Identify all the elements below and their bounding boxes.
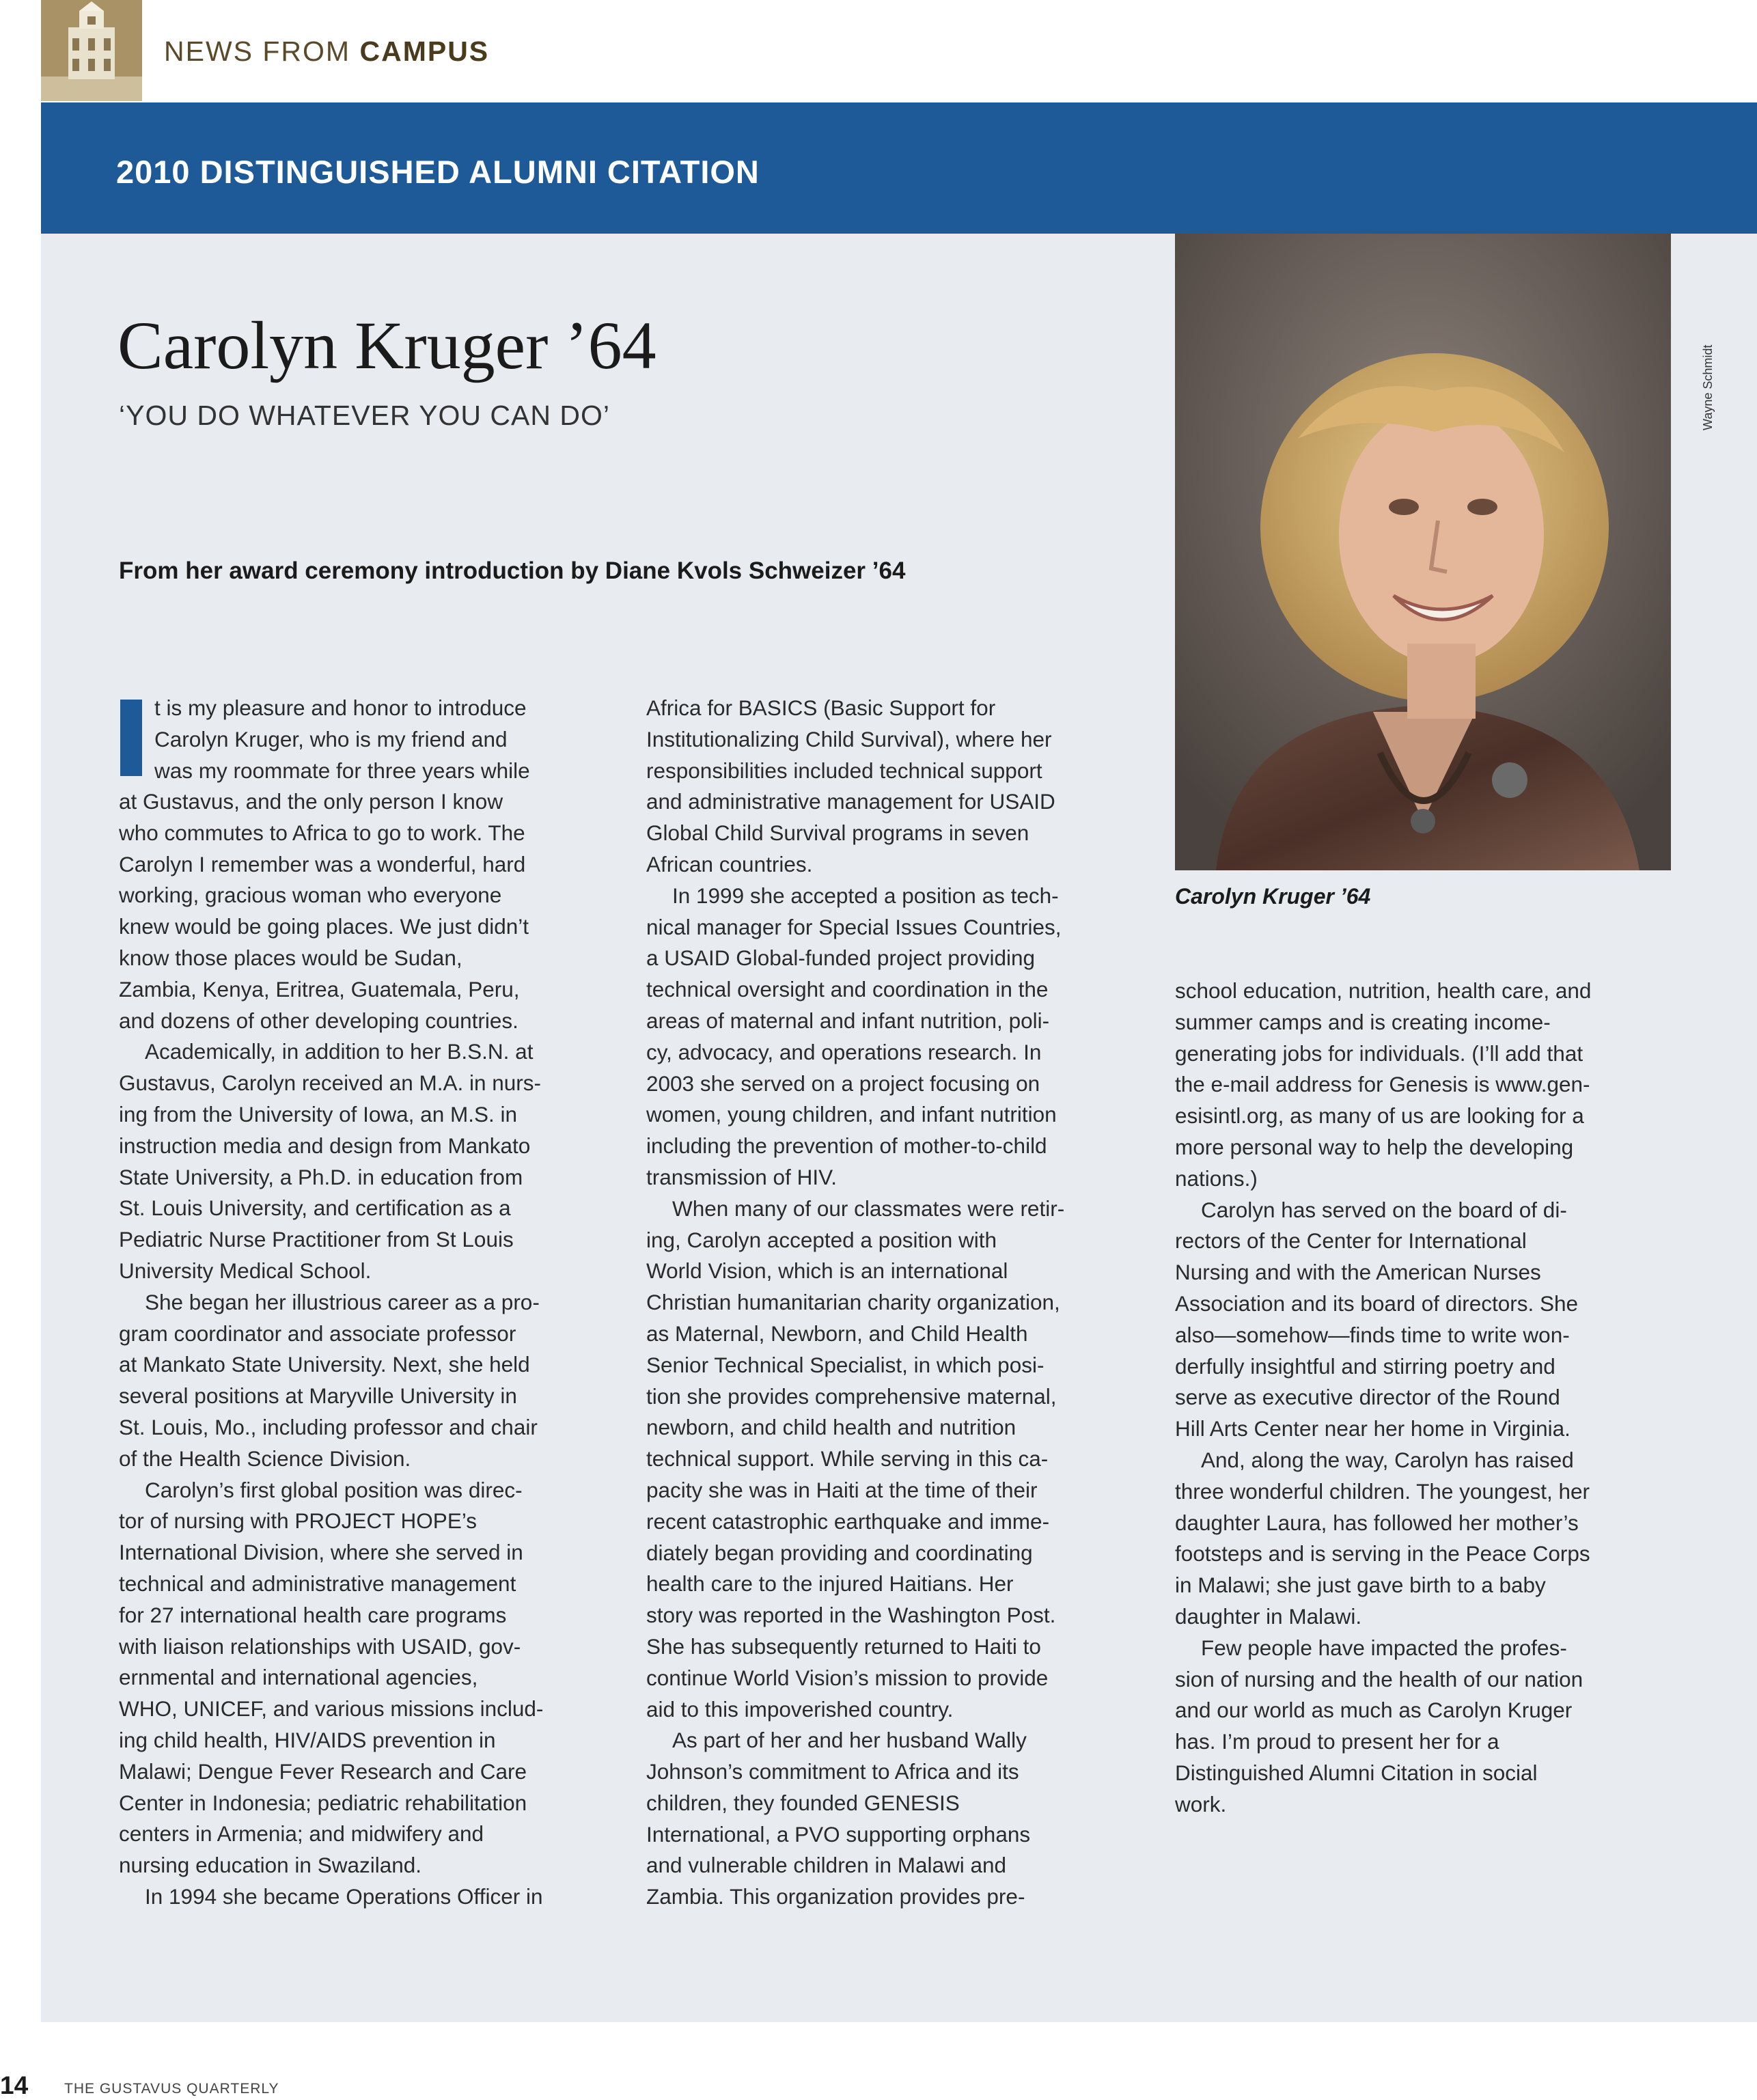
text-line: Academically, in addition to her B.S.N. at (145, 1039, 534, 1064)
text-line: know those places would be Sudan, (119, 945, 462, 970)
text-line: including the prevention of mother-to-child (646, 1133, 1047, 1159)
text-line: technical oversight and coordination in the (646, 977, 1049, 1002)
text-line: esisintl.org, as many of us are looking for a (1175, 1103, 1584, 1129)
text-line: a USAID Global-funded project providing (646, 945, 1036, 971)
text-line: St. Louis University, and certification as a (119, 1196, 511, 1221)
text-line: ernmental and international agencies, (119, 1665, 478, 1690)
photo-credit (1682, 321, 1715, 430)
text-line: Hill Arts Center near her home in Virginia. (1175, 1416, 1571, 1441)
text-line: three wonderful children. The youngest, her (1175, 1478, 1590, 1504)
text-line: Malawi; Dengue Fever Research and Care (119, 1758, 527, 1784)
text-line: nursing education in Swaziland. (119, 1853, 422, 1878)
text-line: and our world as much as Carolyn Kruger (1175, 1698, 1573, 1723)
banner-title: 2010 DISTINGUISHED ALUMNI CITATION (116, 154, 760, 190)
text-line: at Mankato State University. Next, she held (119, 1352, 530, 1377)
text-line: ing child health, HIV/AIDS prevention in (119, 1727, 496, 1752)
photo-credit-text: Wayne Schmidt (1701, 344, 1715, 430)
text-line: has. I’m proud to present her for a (1175, 1729, 1499, 1754)
text-line: rectors of the Center for International (1175, 1228, 1527, 1254)
text-line: Distinguished Alumni Citation in social (1175, 1760, 1538, 1785)
text-line: Zambia, Kenya, Eritrea, Guatemala, Peru, (119, 976, 520, 1001)
text-line: responsibilities included technical support (646, 758, 1042, 783)
text-line: and dozens of other developing countries. (119, 1008, 518, 1033)
text-line: University Medical School. (119, 1258, 372, 1283)
text-line: St. Louis, Mo., including professor and chair (119, 1414, 538, 1439)
text-line: newborn, and child health and nutrition (646, 1415, 1016, 1440)
text-line: nations.) (1175, 1165, 1258, 1191)
text-line: school education, nutrition, health care, and (1175, 978, 1592, 1003)
text-line: International, a PVO supporting orphans (646, 1821, 1031, 1847)
text-line: Johnson’s commitment to Africa and its (646, 1759, 1019, 1784)
column-3 (1175, 976, 1667, 1821)
text-line: recent catastrophic earthquake and imme- (646, 1508, 1050, 1534)
text-line: Association and its board of directors. She (1175, 1290, 1579, 1316)
text-line: areas of maternal and infant nutrition, poli- (646, 1008, 1050, 1033)
building-icon (41, 0, 142, 101)
text-line: Carolyn’s first global position was direc- (145, 1477, 523, 1502)
text-line: and vulnerable children in Malawi and (646, 1853, 1007, 1878)
text-line: technical support. While serving in this ca- (646, 1446, 1049, 1472)
text-line: who commutes to Africa to go to work. The (119, 820, 525, 845)
text-line: Center in Indonesia; pediatric rehabilitation (119, 1790, 527, 1815)
text-line: Carolyn I remember was a wonderful, hard (119, 851, 526, 876)
text-line: Senior Technical Specialist, in which posi- (646, 1352, 1044, 1377)
lead-line: was my roommate for three years while (154, 758, 530, 783)
text-line: State University, a Ph.D. in education from (119, 1164, 523, 1189)
text-line: Nursing and with the American Nurses (1175, 1260, 1541, 1285)
text-line: Christian humanitarian charity organization, (646, 1290, 1060, 1315)
text-line: the e-mail address for Genesis is www.gen- (1175, 1072, 1590, 1097)
text-line: In 1994 she became Operations Officer in (145, 1883, 543, 1909)
text-line: of the Health Science Division. (119, 1446, 411, 1471)
text-line: nical manager for Special Issues Countries, (646, 914, 1062, 939)
text-line: Gustavus, Carolyn received an M.A. in nurs- (119, 1070, 542, 1096)
text-line: knew would be going places. We just didn’t (119, 914, 529, 939)
column-1 (119, 786, 611, 1913)
column-1-lead (154, 693, 605, 786)
text-line: centers in Armenia; and midwifery and (119, 1821, 484, 1847)
text-line: transmission of HIV. (646, 1164, 837, 1189)
text-line: ing from the University of Iowa, an M.S. in (119, 1101, 517, 1127)
text-line: 2003 she served on a project focusing on (646, 1070, 1040, 1096)
drop-cap (120, 700, 142, 776)
text-line: work. (1175, 1791, 1227, 1816)
page-number: 14 (0, 2071, 29, 2099)
article-title: Carolyn Kruger ’64 (117, 307, 656, 383)
text-line: working, gracious woman who everyone (119, 883, 502, 908)
text-line: ing, Carolyn accepted a position with (646, 1227, 997, 1252)
text-line: also—somehow—finds time to write won- (1175, 1322, 1570, 1347)
text-line: And, along the way, Carolyn has raised (1201, 1447, 1574, 1472)
text-line: continue World Vision’s mission to provide (646, 1665, 1049, 1690)
text-line: Global Child Survival programs in seven (646, 820, 1029, 846)
text-line: World Vision, which is an international (646, 1258, 1008, 1284)
text-line: Carolyn has served on the board of di- (1201, 1197, 1567, 1222)
portrait-illustration (1175, 234, 1671, 870)
text-line: tor of nursing with PROJECT HOPE’s (119, 1508, 478, 1534)
text-line: children, they founded GENESIS (646, 1790, 960, 1815)
photo-caption: Carolyn Kruger ’64 (1175, 884, 1371, 909)
lead-line: Carolyn Kruger, who is my friend and (154, 726, 508, 751)
article-subtitle: ‘YOU DO WHATEVER YOU CAN DO’ (119, 400, 610, 431)
kicker-light: NEWS FROM (164, 36, 360, 67)
text-line: Africa for BASICS (Basic Support for (646, 695, 996, 720)
text-line: aid to this impoverished country. (646, 1696, 954, 1722)
text-line: cy, advocacy, and operations research. In (646, 1039, 1042, 1064)
portrait-photo (1175, 234, 1671, 870)
publication-name: THE GUSTAVUS QUARTERLY (64, 2081, 279, 2097)
text-line: Zambia. This organization provides pre- (646, 1884, 1025, 1909)
text-line: She has subsequently returned to Haiti to (646, 1633, 1041, 1659)
article-intro: From her award ceremony introduction by Diane Kvols Schweizer ’64 (119, 557, 906, 584)
campus-building-logo (41, 0, 142, 101)
text-line: African countries. (646, 851, 813, 876)
text-line: serve as executive director of the Round (1175, 1385, 1560, 1410)
text-line: health care to the injured Haitians. Her (646, 1571, 1014, 1597)
text-line: As part of her and her husband Wally (672, 1728, 1027, 1753)
text-line: International Division, where she served in (119, 1540, 523, 1565)
text-line: several positions at Maryville University in (119, 1383, 517, 1409)
text-line: story was reported in the Washington Post. (646, 1603, 1056, 1628)
text-line: diately began providing and coordinating (646, 1540, 1033, 1565)
text-line: Pediatric Nurse Practitioner from St Louis (119, 1227, 514, 1252)
text-line: WHO, UNICEF, and various missions includ- (119, 1696, 544, 1722)
text-line: summer camps and is creating income- (1175, 1009, 1551, 1034)
text-line: footsteps and is serving in the Peace Corps (1175, 1541, 1590, 1566)
text-line: with liaison relationships with USAID, gov- (119, 1633, 521, 1659)
text-line: In 1999 she accepted a position as tech- (672, 883, 1059, 908)
text-line: sion of nursing and the health of our nation (1175, 1666, 1583, 1691)
text-line: and administrative management for USAID (646, 789, 1055, 814)
text-line: gram coordinator and associate professor (119, 1321, 516, 1346)
text-line: at Gustavus, and the only person I know (119, 789, 503, 814)
text-line: Institutionalizing Child Survival), where her (646, 726, 1052, 751)
text-line: tion she provides comprehensive maternal, (646, 1383, 1057, 1409)
text-line: instruction media and design from Mankato (119, 1133, 531, 1158)
column-2 (646, 693, 1138, 1913)
text-line: derfully insightful and stirring poetry and (1175, 1353, 1555, 1379)
text-line: for 27 international health care programs (119, 1602, 507, 1627)
text-line: women, young children, and infant nutrition (646, 1102, 1057, 1127)
section-kicker (164, 36, 489, 68)
text-line: When many of our classmates were retir- (672, 1196, 1065, 1221)
text-line: Few people have impacted the profes- (1201, 1635, 1567, 1660)
text-line: in Malawi; she just gave birth to a baby (1175, 1573, 1546, 1598)
text-line: more personal way to help the developing (1175, 1134, 1574, 1159)
lead-line: t is my pleasure and honor to introduce (154, 695, 527, 720)
text-line: as Maternal, Newborn, and Child Health (646, 1321, 1028, 1346)
kicker-bold: CAMPUS (359, 36, 490, 67)
title-banner (41, 102, 1757, 234)
text-line: She began her illustrious career as a pro- (145, 1289, 540, 1314)
text-line: generating jobs for individuals. (I’ll add that (1175, 1040, 1583, 1066)
text-line: pacity she was in Haiti at the time of their (646, 1477, 1038, 1502)
text-line: technical and administrative management (119, 1571, 516, 1596)
text-line: daughter Laura, has followed her mother’s (1175, 1510, 1579, 1535)
text-line: daughter in Malawi. (1175, 1603, 1362, 1629)
